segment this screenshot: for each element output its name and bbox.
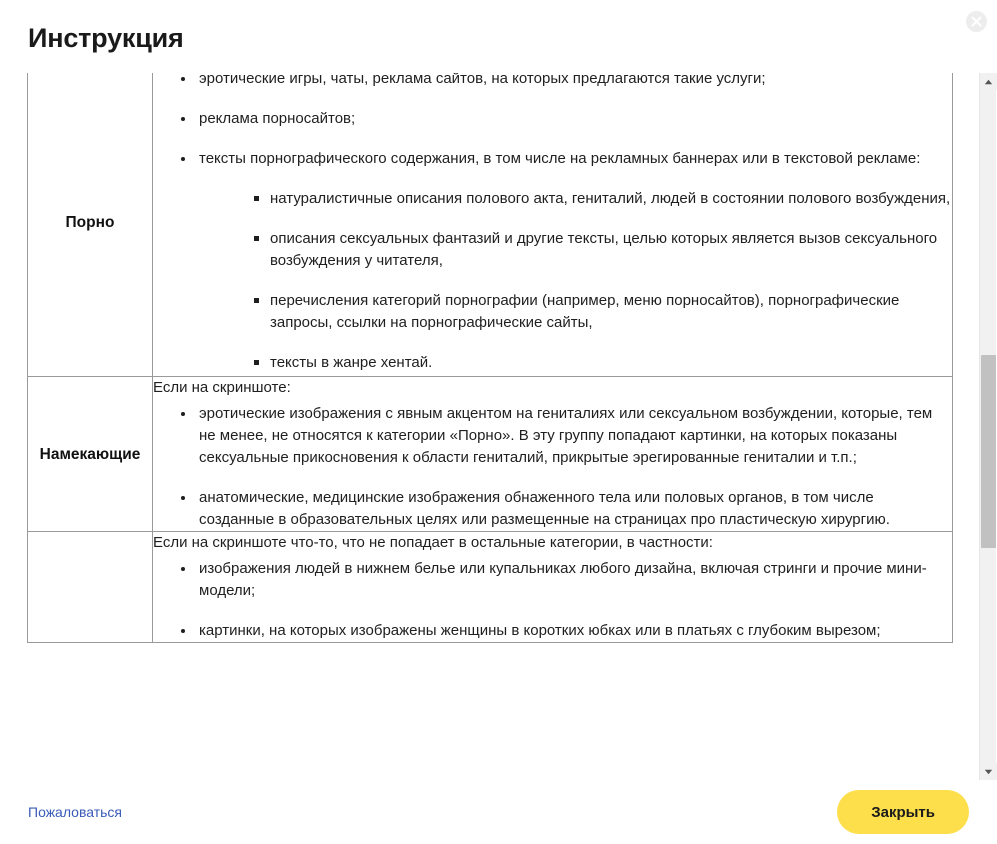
description-cell [153,377,953,532]
bullet-text: реклама порносайтов; [199,110,356,127]
category-cell [28,532,153,643]
sub-bullet-item: перечисления категорий порнографии (например, меню порносайтов), порнографические запросы, ссылки на порнографические сайты, [254,290,952,334]
description-cell [153,73,953,377]
bullet-text: картинки, на которых изображены женщины в коротких юбках или в платьях с глубоким вырезом; [199,622,881,639]
modal-footer [0,780,997,844]
instruction-table [27,73,953,643]
bullet-item [181,108,952,130]
close-icon [971,16,982,27]
sub-bullet-list [199,188,952,374]
page-title: Инструкция [28,23,184,53]
category-cell: Намекающие [28,377,153,532]
bullet-item [181,487,952,531]
table-row [28,73,953,377]
vertical-scrollbar[interactable] [979,73,996,780]
sub-bullet-item: описания сексуальных фантазий и другие тексты, целью которых является вызов сексуального возбуждения у читателя, [254,228,952,272]
close-button[interactable]: Закрыть [837,790,969,834]
table-body [28,73,953,643]
close-icon-button[interactable] [966,11,987,32]
scroll-viewport [27,73,955,780]
scroll-content [27,73,955,643]
sub-bullet-item: натуралистичные описания полового акта, гениталий, людей в состоянии полового возбуждения, [254,188,952,210]
bullet-list [153,558,952,642]
triangle-down-icon [984,769,993,775]
table-row [28,532,953,643]
lead-text: Если на скриншоте что-то, что не попадает в остальные категории, в частности: [153,534,713,551]
bullet-list [153,73,952,374]
bullet-list [153,403,952,531]
bullet-item [181,73,952,90]
scroll-down-button[interactable] [980,763,997,780]
bullet-text: эротические изображения с явным акцентом на гениталиях или сексуальном возбуждении, которые, тем не менее, не относятся к категории «Порно». В эту группу попадают картинки, на которых показаны сексуальные прикосновения к области гениталий, прикрытые эрегированные гениталии и т.п.; [199,405,933,466]
bullet-text: изображения людей в нижнем белье или купальниках любого дизайна, включая стринги и прочие мини-модели; [199,560,927,599]
lead-text: Если на скриншоте: [153,379,291,396]
triangle-up-icon [984,79,993,85]
modal-header [0,0,997,60]
modal-body [0,73,997,780]
table-row [28,377,953,532]
bullet-item [181,403,952,469]
category-cell: Порно [28,73,153,377]
scrollbar-thumb[interactable] [981,355,996,548]
complain-link[interactable]: Пожаловаться [28,804,123,820]
bullet-item [181,620,952,642]
scroll-up-button[interactable] [980,73,997,90]
description-cell [153,532,953,643]
bullet-text: анатомические, медицинские изображения обнаженного тела или половых органов, в том числе созданные в образовательных целях или размещенные на страницах про пластическую хирургию. [199,489,890,528]
bullet-item [181,558,952,602]
bullet-item [181,148,952,374]
sub-bullet-item: тексты в жанре хентай. [254,352,952,374]
bullet-text: тексты порнографического содержания, в том числе на рекламных баннерах или в текстовой рекламе: [199,150,921,167]
bullet-text: эротические игры, чаты, реклама сайтов, на которых предлагаются такие услуги; [199,73,766,87]
